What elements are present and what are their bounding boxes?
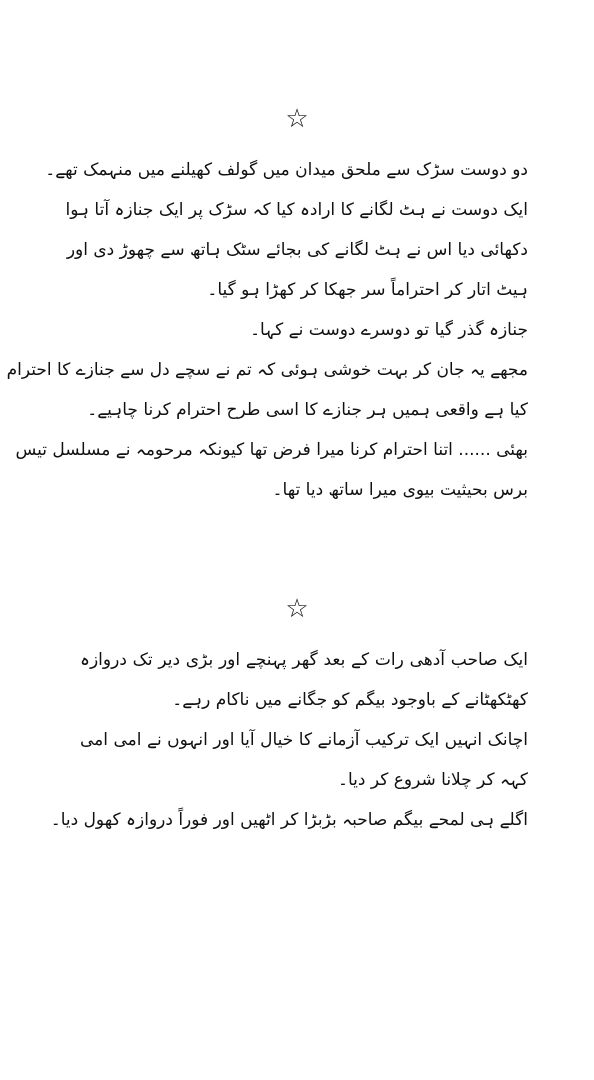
- text-line: اچانک انہیں ایک ترکیب آزمانے کا خیال آیا اور انہوں نے امی امی: [80, 730, 528, 750]
- text-line: ایک صاحب آدھی رات کے بعد گھر پہنچے اور بڑی دیر تک دروازہ: [80, 650, 528, 670]
- star-icon: ☆: [285, 104, 309, 134]
- text-line: جنازہ گذر گیا تو دوسرے دوست نے کہا۔: [250, 320, 528, 340]
- text-line: دکھائی دیا اس نے ہٹ لگانے کی بجائے سٹک ہاتھ سے چھوڑ دی اور: [66, 240, 528, 260]
- text-line: کہہ کر چلانا شروع کر دیا۔: [338, 770, 528, 790]
- text-line: مجھے یہ جان کر بہت خوشی ہوئی کہ تم نے سچے دل سے جنازے کا احترام: [6, 360, 528, 380]
- text-line: ایک دوست نے ہٹ لگانے کا ارادہ کیا کہ سڑک پر ایک جنازہ آتا ہوا: [65, 200, 528, 220]
- joke-section-1: [6, 150, 528, 510]
- text-line: ہیٹ اتار کر احتراماً سر جھکا کر کھڑا ہو گیا۔: [207, 280, 528, 300]
- text-line: دو دوست سڑک سے ملحق میدان میں گولف کھیلنے میں منہمک تھے۔: [45, 160, 528, 180]
- text-line: برس بحیثیت بیوی میرا ساتھ دیا تھا۔: [272, 480, 528, 500]
- joke-section-2: [50, 640, 528, 840]
- text-line: بھئی ...... اتنا احترام کرنا میرا فرض تھا کیونکہ مرحومہ نے مسلسل تیس: [15, 440, 528, 460]
- star-icon: ☆: [285, 594, 309, 624]
- text-line: اگلے ہی لمحے بیگم صاحبہ بڑبڑا کر اٹھیں اور فوراً دروازہ کھول دیا۔: [50, 810, 528, 830]
- text-line: کھٹکھٹانے کے باوجود بیگم کو جگانے میں ناکام رہے۔: [172, 690, 528, 710]
- text-line: کیا ہے واقعی ہمیں ہر جنازے کا اسی طرح احترام کرنا چاہیے۔: [87, 400, 528, 420]
